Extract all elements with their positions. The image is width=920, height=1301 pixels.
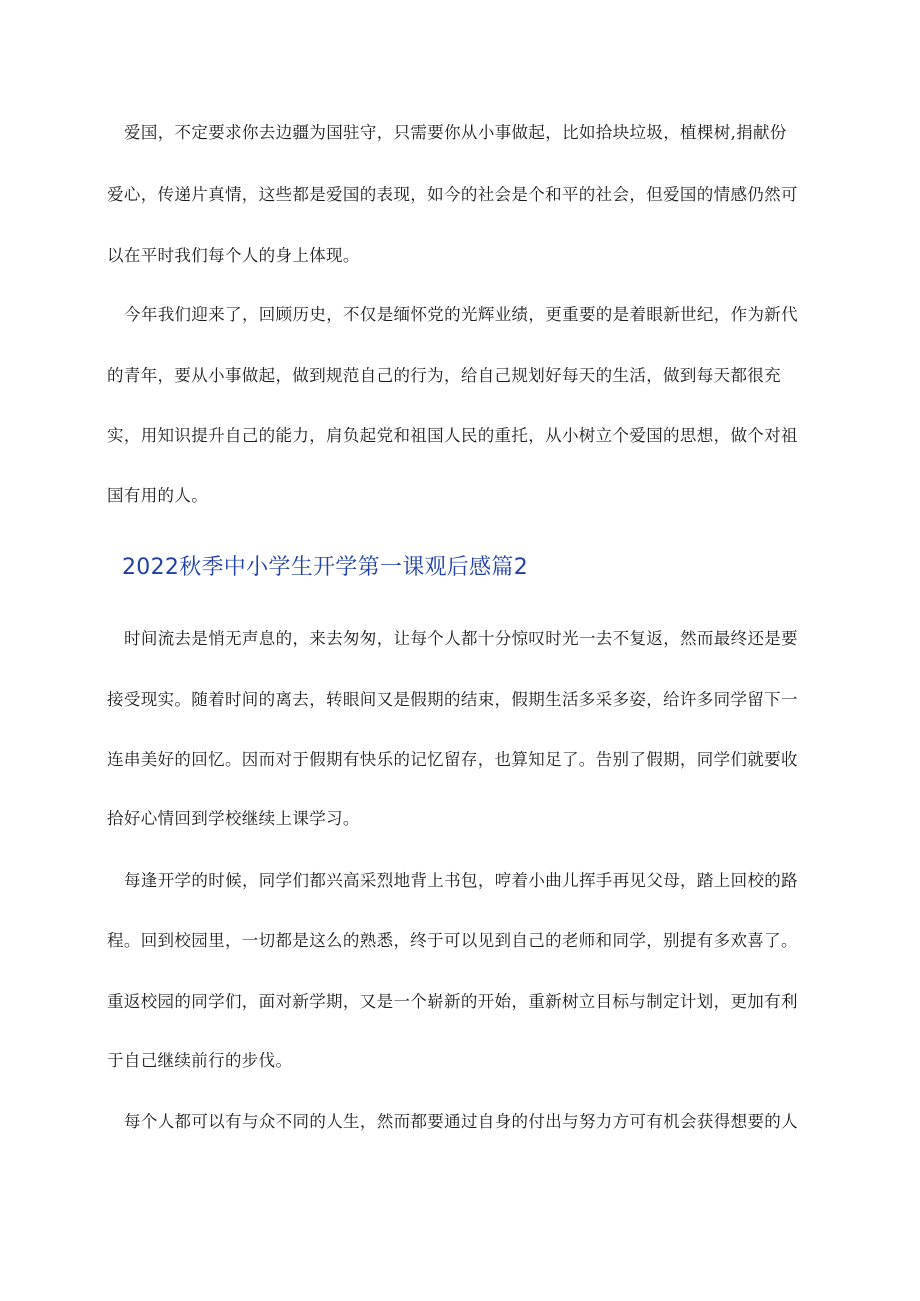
paragraph-line: 国有用的人。 [107,486,209,505]
paragraph-line: 重返校园的同学们，面对新学期，又是一个崭新的开始，重新树立目标与制定计划，更加有利 [107,992,798,1011]
paragraph-line: 以在平时我们每个人的身上体现。 [107,246,360,265]
paragraph-line: 连串美好的回忆。因而对于假期有快乐的记忆留存，也算知足了。告别了假期，同学们就要收 [107,750,798,769]
paragraph-line: 于自己继续前行的步伐。 [107,1051,293,1070]
paragraph-line: 拾好心情回到学校继续上课学习。 [107,809,360,828]
paragraph-line: 的青年，要从小事做起，做到规范自己的行为，给自己规划好每天的生活，做到每天都很充 [107,366,781,385]
paragraph-line: 爱心，传递片真情，这些都是爱国的表现，如今的社会是个和平的社会，但爱国的情感仍然可 [107,185,798,204]
paragraph-line: 实，用知识提升自己的能力，肩负起党和祖国人民的重托，从小树立个爱国的思想，做个对祖 [107,426,798,445]
paragraph-line: 接受现实。随着时间的离去，转眼间又是假期的结束，假期生活多采多姿，给许多同学留下一 [107,690,798,709]
paragraph-line: 每个人都可以有与众不同的人生，然而都要通过自身的付出与努力方可有机会获得想要的人 [124,1112,798,1131]
paragraph-line: 爱国，不定要求你去边疆为国驻守，只需要你从小事做起，比如拾块垃圾，植棵树,捐献份 [124,123,787,142]
paragraph-line: 每逢开学的时候，同学们都兴高采烈地背上书包，哼着小曲儿挥手再见父母，踏上回校的路 [124,871,798,890]
paragraph-line: 程。回到校园里，一切都是这么的熟悉，终于可以见到自己的老师和同学，别提有多欢喜了。 [107,931,798,950]
paragraph-line: 时间流去是悄无声息的，来去匆匆，让每个人都十分惊叹时光一去不复返，然而最终还是要 [124,629,798,648]
paragraph-line: 今年我们迎来了，回顾历史，不仅是缅怀党的光辉业绩，更重要的是着眼新世纪，作为新代 [124,305,798,324]
section-heading: 2022秋季中小学生开学第一课观后感篇2 [122,555,528,580]
